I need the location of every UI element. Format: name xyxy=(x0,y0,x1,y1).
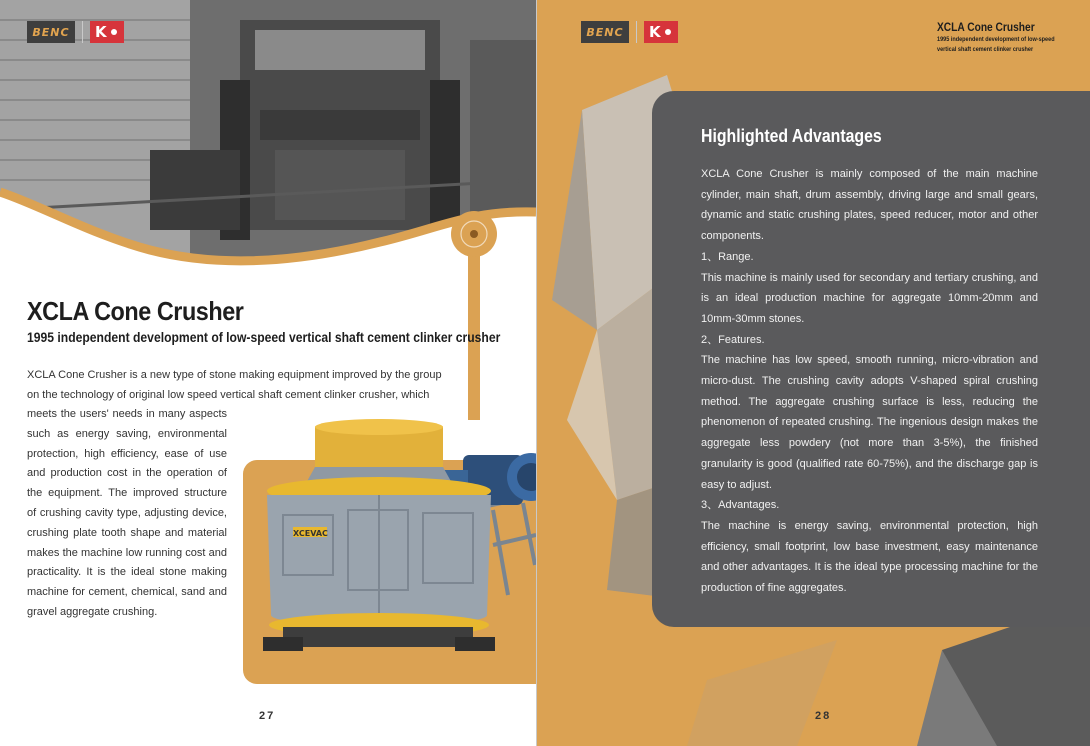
left-page xyxy=(0,0,536,746)
header-title: XCLA Cone Crusher xyxy=(937,20,1035,34)
header-subtitle xyxy=(937,35,1055,54)
page-title: XCLA Cone Crusher xyxy=(27,296,244,326)
intro-paragraph-column: meets the users' needs in many aspects such as energy saving, environmental protection, high efficiency, ease of use and production cost in the operation of the equipment. The improved structure of crushing cavity type, adjusting device, crushing plate tooth shape and material makes the machine low running cost and practicality. It is the ideal stone making machine for cement, chemical, sand and gravel aggregate crushing. xyxy=(27,408,227,618)
header-subtitle-line-1: 1995 independent development of low-speed xyxy=(937,36,1055,43)
paragraph-range: This machine is mainly used for secondary and tertiary crushing, and is an ideal production machine for aggregate 10mm-20mm and 10mm-30mm stones. xyxy=(701,271,1038,325)
paragraph-features: The machine has low speed, smooth running, micro-vibration and micro-dust. The crushing cavity adopts V-shaped spiral crushing method. The aggregate crushing surface is less, reducing the phenomenon of repeated crushing. The ingenious design makes the aggregate less powdery (not more than 3-5%), the finished granularity is good (qualified rate 60-75%), and the discharge gap is easy to adjust. xyxy=(701,354,1038,491)
brand-logo-right xyxy=(581,21,678,43)
paragraph-advantages: The machine is energy saving, environmental protection, high efficiency, small footprint, low base investment, easy maintenance and other advantages. It is the ideal type processing machine for the production of fine aggregates. xyxy=(701,519,1038,595)
right-page xyxy=(537,0,1090,746)
cone-crusher-machine xyxy=(243,415,536,675)
brand-logo xyxy=(27,21,124,43)
k-logo-right xyxy=(644,21,678,43)
machine-badge: XCEVAC xyxy=(293,529,328,538)
k-logo-dot xyxy=(111,29,117,35)
logo-divider-right xyxy=(636,21,637,43)
factory-photo xyxy=(0,0,536,420)
heading-advantages: 3、Advantages. xyxy=(701,499,780,512)
k-logo-letter-right: K xyxy=(649,23,661,41)
header-subtitle-line-2: vertical shaft cement clinker crusher xyxy=(937,45,1034,53)
k-logo-dot-right xyxy=(665,29,671,35)
advantages-panel xyxy=(652,91,1090,627)
beno-logo: BENC xyxy=(27,21,75,43)
panel-title: Highlighted Advantages xyxy=(701,126,882,146)
beno-logo-right: BENC xyxy=(581,21,629,43)
k-logo-letter: K xyxy=(95,23,107,41)
page-number-right: 28 xyxy=(815,710,832,722)
paragraph-composition: XCLA Cone Crusher is mainly composed of the main machine cylinder, main shaft, drum assembly, driving large and small gears, dynamic and static crushing plates, speed reducer, motor and other components. xyxy=(701,168,1038,243)
heading-features: 2、Features. xyxy=(701,333,765,346)
k-logo xyxy=(90,21,124,43)
panel-body xyxy=(701,164,1038,599)
heading-range: 1、Range. xyxy=(701,250,754,263)
intro-paragraph-top: XCLA Cone Crusher is a new type of stone making equipment improved by the group on the technology of original low speed vertical shaft cement clinker crusher, which xyxy=(27,369,442,401)
page-subtitle: 1995 independent development of low-speed vertical shaft cement clinker crusher xyxy=(27,330,501,345)
logo-divider xyxy=(82,21,83,43)
page-number-left: 27 xyxy=(259,710,276,722)
